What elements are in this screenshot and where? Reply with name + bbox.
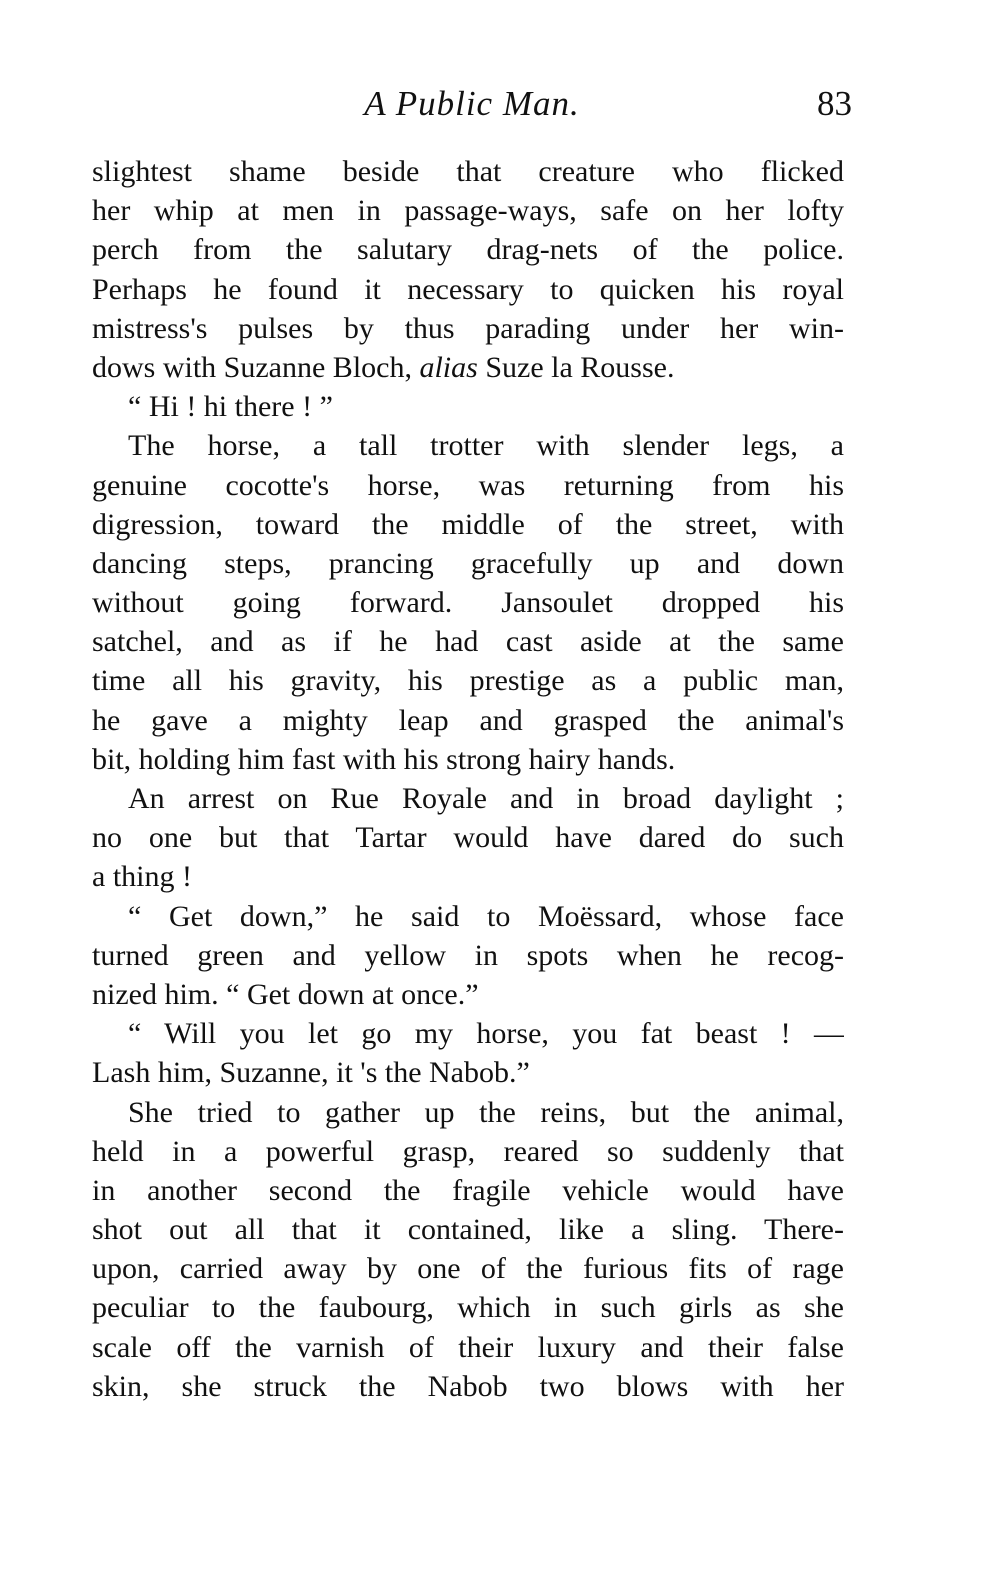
text-line: nized him. “ Get down at once.” (92, 977, 479, 1011)
text-line: genuine cocotte's horse, was returning from his (92, 468, 844, 502)
text-line: The horse, a tall trotter with slender legs, a (128, 429, 844, 463)
text-line: held in a powerful grasp, reared so suddenly that (92, 1134, 844, 1168)
text-line: An arrest on Rue Royale and in broad daylight ; (128, 782, 844, 815)
text-line: Lash him, Suzanne, it 's the Nabob.” (92, 1056, 530, 1090)
text-line: no one but that Tartar would have dared do such (92, 821, 844, 855)
text-line: scale off the varnish of their luxury and their false (92, 1330, 844, 1364)
text-line (92, 348, 844, 387)
text-line: her whip at men in passage-ways, safe on her lofty (92, 194, 844, 228)
text-line: turned green and yellow in spots when he recog- (92, 938, 844, 972)
text-segment: Suze la Rousse. (477, 350, 675, 384)
text-segment: dows with Suzanne Bloch, (92, 350, 420, 384)
text-line: peculiar to the faubourg, which in such girls as she (92, 1291, 844, 1325)
text-line: digression, toward the middle of the street, with (92, 507, 844, 541)
page-number: 83 (817, 84, 852, 123)
text-line: time all his gravity, his prestige as a public man, (92, 664, 844, 698)
text-line: a thing ! (92, 860, 192, 894)
text-line: satchel, and as if he had cast aside at the same (92, 625, 844, 659)
text-line: “ Get down,” he said to Moëssard, whose face (128, 899, 844, 933)
text-line: skin, she struck the Nabob two blows with her (92, 1369, 844, 1403)
text-line: slightest shame beside that creature who flicked (92, 155, 844, 188)
running-head-title: A Public Man. (364, 84, 580, 123)
text-line: “ Will you let go my horse, you fat beast ! — (128, 1017, 844, 1051)
text-line: mistress's pulses by thus parading under her win- (92, 311, 844, 345)
text-line: bit, holding him fast with his strong hairy hands. (92, 742, 676, 776)
body-text (92, 152, 844, 1406)
text-line: Perhaps he found it necessary to quicken his royal (92, 272, 844, 306)
text-line: shot out all that it contained, like a sling. There- (92, 1213, 844, 1247)
text-line: “ Hi ! hi there ! ” (128, 390, 333, 424)
running-head (92, 80, 852, 130)
text-line: without going forward. Jansoulet dropped his (92, 586, 844, 620)
text-line: She tried to gather up the reins, but the animal, (128, 1095, 844, 1129)
italic-text: alias (419, 350, 478, 384)
text-line: perch from the salutary drag-nets of the police. (92, 233, 844, 267)
text-line: upon, carried away by one of the furious fits of rage (92, 1252, 844, 1286)
text-line: he gave a mighty leap and grasped the animal's (92, 703, 844, 737)
text-line: dancing steps, prancing gracefully up and down (92, 546, 844, 580)
text-line: in another second the fragile vehicle would have (92, 1173, 844, 1207)
